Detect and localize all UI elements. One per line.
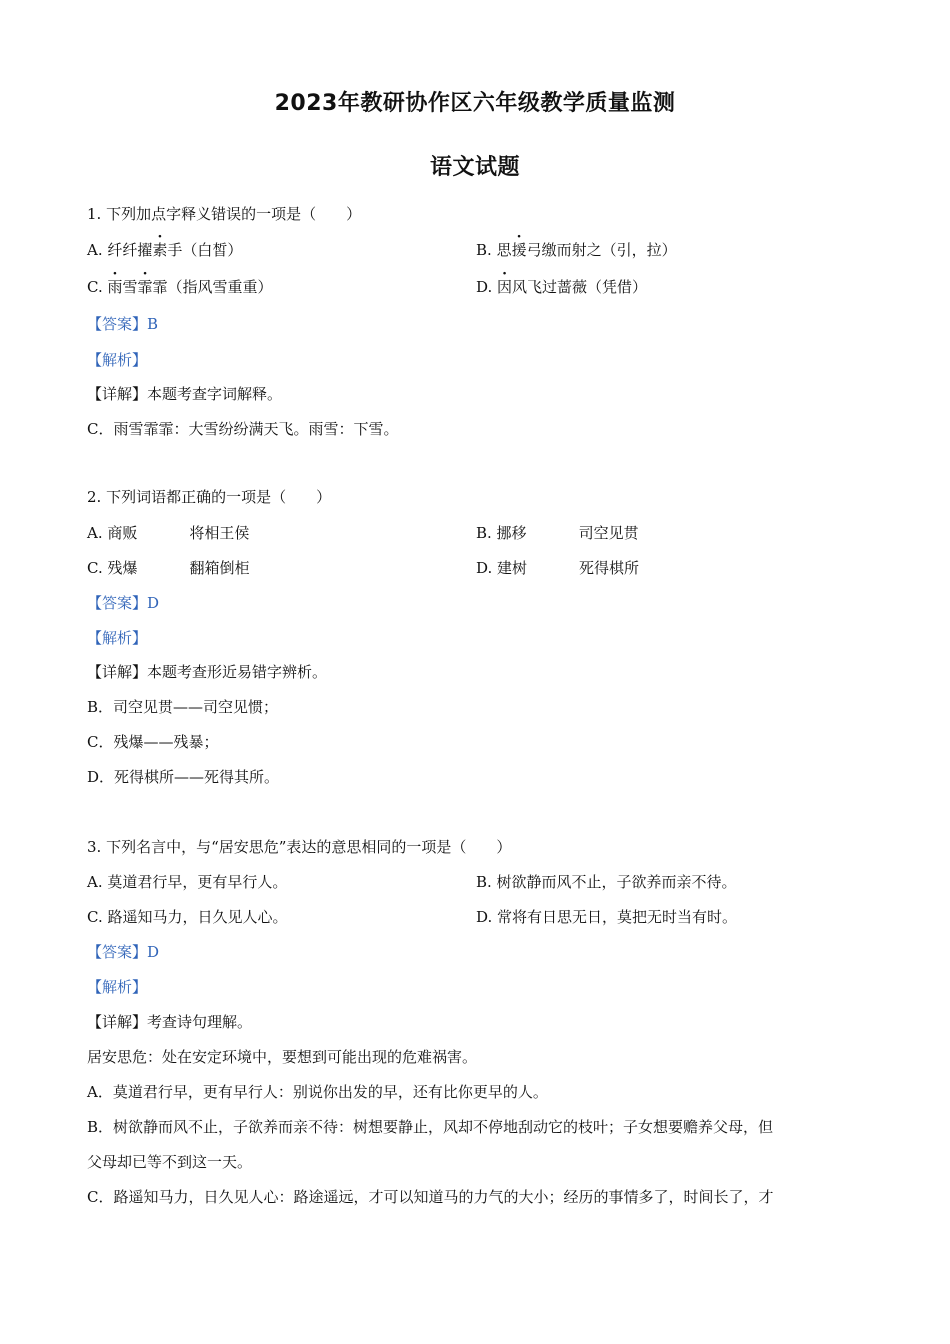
q3-note: A．莫道君行早，更有早行人：别说你出发的早，还有比你更早的人。 [87, 1083, 548, 1101]
q1-option-a: A. 纤纤擢素手（白皙） [87, 241, 243, 259]
q1-option-b: B. 思援弓缴而射之（引，拉） [476, 241, 677, 259]
q1-option-c: C. 雨雪霏霏（指风雪重重） [87, 278, 273, 296]
q3-note: 居安思危：处在安定环境中，要想到可能出现的危难祸害。 [87, 1048, 478, 1066]
q1-analysis-heading: 【解析】 [87, 351, 148, 369]
page-subtitle: 语文试题 [429, 155, 520, 180]
emphasis-dot-char: 因 [497, 278, 513, 296]
q2-analysis-heading: 【解析】 [87, 629, 148, 647]
q3-note: C．路遥知马力，日久见人心：路途遥远，才可以知道马的力气的大小；经历的事情多了，时间长了，才 [87, 1188, 774, 1206]
q3-stem: 3. 下列名言中，与“居安思危”表达的意思相同的一项是（ ） [87, 838, 512, 856]
page-title: 2023年教研协作区六年级教学质量监测 [274, 91, 676, 116]
q2-option-d: D. 建树 死得棋所 [476, 559, 640, 577]
q3-note: 父母却已等不到这一天。 [87, 1153, 253, 1171]
emphasis-dot-char: 素 [152, 241, 168, 259]
q3-note: B．树欲静而风不止，子欲养而亲不待：树想要静止，风却不停地刮动它的枝叶；子女想要赡养父母，但 [87, 1118, 774, 1136]
q2-note: B．司空见贯——司空见惯； [87, 698, 279, 716]
emphasis-dot-char: 霏 [137, 278, 153, 296]
q3-option-b: B. 树欲静而风不止，子欲养而亲不待。 [476, 873, 737, 891]
emphasis-dot-char: 援 [511, 241, 527, 259]
q3-option-a: A. 莫道君行早，更有早行人。 [87, 873, 288, 891]
q2-option-c: C. 残爆 翻箱倒柜 [87, 559, 250, 577]
q2-stem: 2. 下列词语都正确的一项是（ ） [87, 488, 332, 506]
q1-answer: 【答案】B [87, 315, 159, 333]
q2-note: D．死得棋所——死得其所。 [87, 768, 280, 786]
q2-option-a: A. 商贩 将相王侯 [87, 524, 250, 542]
q3-detail: 【详解】考查诗句理解。 [87, 1013, 253, 1031]
q3-option-c: C. 路遥知马力，日久见人心。 [87, 908, 288, 926]
q1-detail: 【详解】本题考查字词解释。 [87, 385, 283, 403]
emphasis-dot-char: 雨 [107, 278, 123, 296]
q1-note: C．雨雪霏霏：大雪纷纷满天飞。雨雪：下雪。 [87, 420, 399, 438]
q3-option-d: D. 常将有日思无日，莫把无时当有时。 [476, 908, 738, 926]
q2-answer: 【答案】D [87, 594, 160, 612]
q2-note: C．残爆——残暴； [87, 733, 219, 751]
q3-analysis-heading: 【解析】 [87, 978, 148, 996]
q2-detail: 【详解】本题考查形近易错字辨析。 [87, 663, 328, 681]
q2-option-b: B. 挪移 司空见贯 [476, 524, 639, 542]
q3-answer: 【答案】D [87, 943, 160, 961]
q1-option-d: D. 因风飞过蔷薇（凭借） [476, 278, 648, 296]
q1-stem: 1. 下列加点字释义错误的一项是（ ） [87, 205, 362, 223]
